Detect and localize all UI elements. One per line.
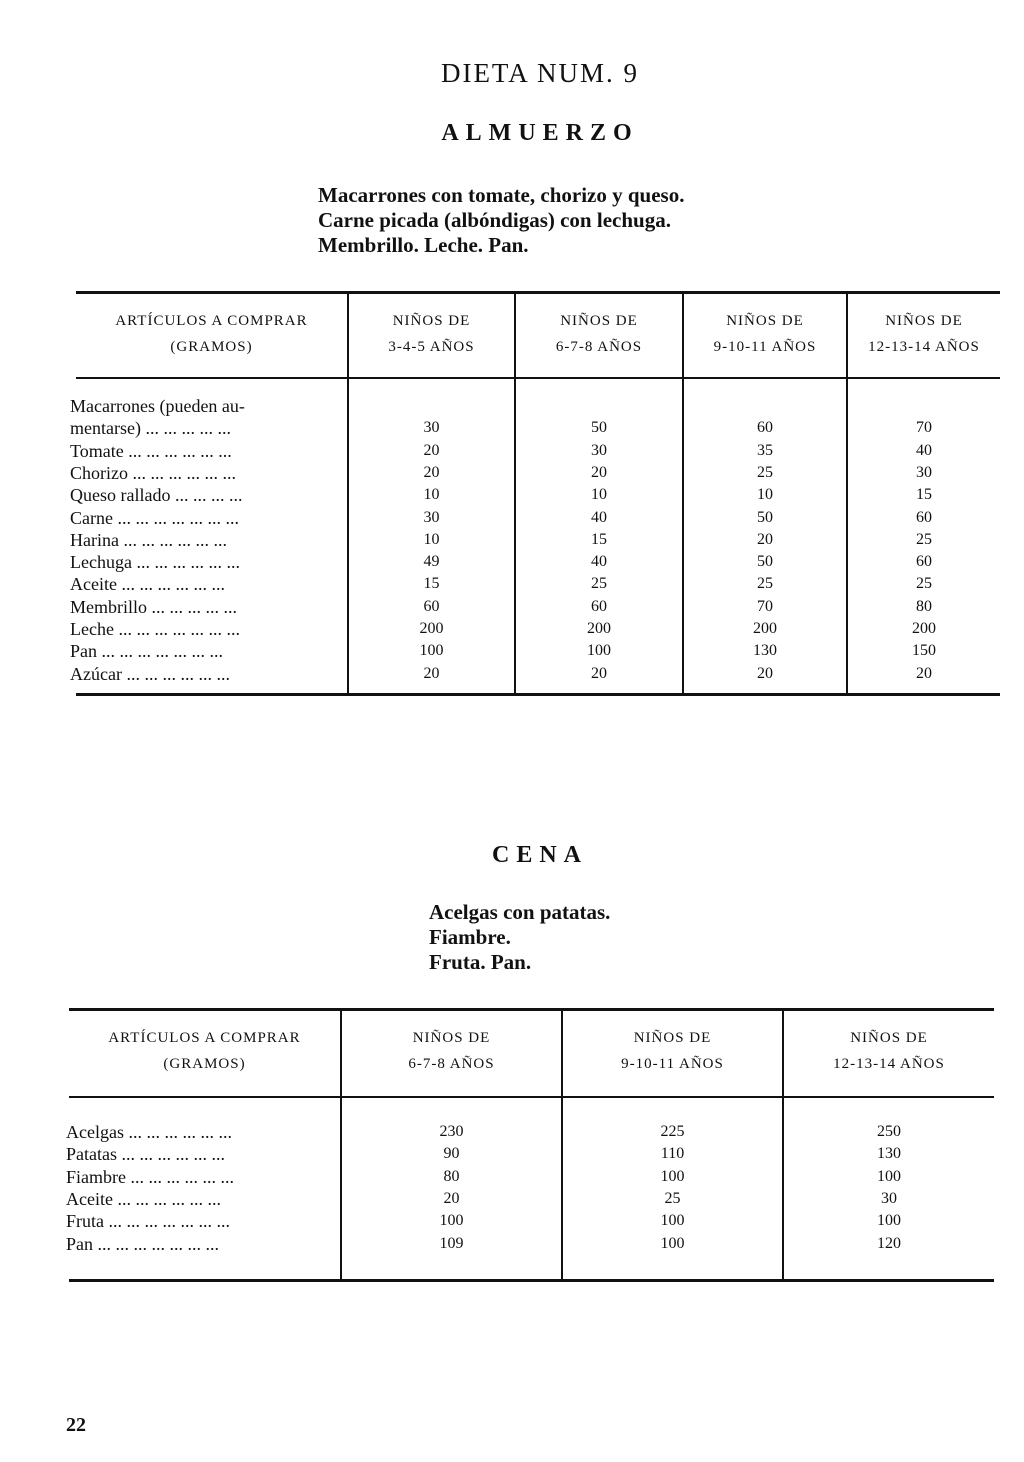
item-name: Carne ... ... ... ... ... ... ...: [70, 507, 239, 528]
header-age-line2: 9-10-11 AÑOS: [713, 339, 817, 355]
quantity-cell: 15: [423, 575, 440, 593]
lunch-menu-line: Carne picada (albóndigas) con lechuga.: [318, 208, 671, 232]
item-name: Tomate ... ... ... ... ... ...: [70, 440, 232, 461]
quantity-cell: 10: [591, 486, 607, 504]
quantity-cell: 25: [757, 463, 773, 481]
item-name: Macarrones (pueden au-: [70, 396, 245, 416]
page-number: 22: [66, 1414, 86, 1436]
item-name: Queso rallado ... ... ... ...: [70, 485, 243, 506]
quantity-cell: 40: [916, 441, 932, 459]
header-articles: [69, 1025, 340, 1077]
dinner-menu: [429, 900, 610, 975]
item-name: mentarse) ... ... ... ... ...: [70, 418, 231, 439]
item-name: Chorizo ... ... ... ... ... ...: [70, 462, 236, 483]
table-rule: [76, 377, 1000, 379]
quantity-cell: 100: [877, 1167, 901, 1185]
quantity-cell: 200: [419, 620, 444, 637]
quantity-cell: 90: [443, 1145, 460, 1163]
lunch-menu-line: Macarrones con tomate, chorizo y queso.: [318, 183, 685, 207]
quantity-cell: 60: [591, 597, 607, 615]
header-age-line1: NIÑOS DE: [560, 313, 638, 329]
header-unit: (GRAMOS): [163, 1056, 246, 1072]
quantity-cell: 130: [753, 642, 777, 660]
dinner-title: CENA: [491, 842, 588, 868]
quantity-cell: 50: [757, 553, 773, 571]
table-rule: [76, 291, 1000, 294]
quantity-cell: 200: [753, 620, 777, 637]
quantity-cell: 100: [877, 1212, 901, 1230]
quantity-cell: 20: [423, 664, 440, 682]
header-unit: (GRAMOS): [170, 339, 253, 355]
quantity-cell: 30: [916, 463, 932, 481]
quantity-cell: 20: [757, 530, 773, 548]
item-name: Aceite ... ... ... ... ... ...: [70, 574, 225, 595]
item-name: Fruta ... ... ... ... ... ... ...: [66, 1211, 230, 1232]
quantity-cell: 30: [423, 419, 440, 437]
table-rule: [69, 1096, 994, 1098]
header-age-line2: 6-7-8 AÑOS: [555, 339, 643, 355]
header-age-group: [342, 1025, 561, 1077]
quantity-cell: 230: [439, 1123, 464, 1140]
item-name: Azúcar ... ... ... ... ... ...: [70, 663, 230, 684]
quantity-cell: 100: [419, 642, 444, 660]
table-rule: [76, 693, 1000, 696]
quantity-cell: 20: [591, 463, 607, 481]
quantity-cell: 20: [757, 664, 773, 682]
quantity-cell: 15: [916, 486, 932, 504]
quantity-cell: 80: [916, 597, 932, 615]
quantity-cell: 15: [591, 530, 607, 548]
header-age-line2: 3-4-5 AÑOS: [388, 339, 475, 355]
header-articles: [76, 308, 347, 360]
quantity-cell: 30: [881, 1189, 897, 1207]
header-age-line1: NIÑOS DE: [850, 1030, 928, 1046]
header-label: ARTÍCULOS A COMPRAR: [115, 313, 308, 329]
diet-title: DIETA NUM. 9: [440, 58, 640, 88]
quantity-cell: 200: [912, 620, 936, 637]
quantity-cell: 25: [916, 530, 932, 548]
lunch-table: [70, 291, 1000, 698]
header-age-line2: 9-10-11 AÑOS: [621, 1056, 724, 1072]
quantity-cell: 20: [443, 1189, 460, 1207]
quantity-cell: 10: [423, 486, 440, 504]
header-age-line1: NIÑOS DE: [726, 313, 804, 329]
header-age-line2: 12-13-14 AÑOS: [868, 339, 980, 355]
quantity-cell: 25: [664, 1189, 681, 1207]
quantity-cell: 20: [423, 463, 440, 481]
quantity-cell: 100: [439, 1212, 464, 1230]
header-age-group: [563, 1025, 782, 1077]
header-age-line2: 6-7-8 AÑOS: [408, 1056, 495, 1072]
quantity-cell: 109: [439, 1234, 464, 1252]
quantity-cell: 150: [912, 642, 936, 660]
quantity-cell: 60: [423, 597, 440, 615]
quantity-cell: 250: [877, 1123, 901, 1140]
quantity-cell: 70: [757, 597, 773, 615]
quantity-cell: 70: [916, 419, 932, 437]
header-age-group: [516, 308, 682, 360]
quantity-cell: 49: [423, 553, 440, 571]
header-age-line2: 12-13-14 AÑOS: [833, 1056, 945, 1072]
quantity-cell: 40: [591, 508, 607, 526]
dinner-menu-line: Fruta. Pan.: [429, 950, 532, 974]
quantity-cell: 100: [660, 1167, 685, 1185]
dinner-table: [66, 1008, 994, 1284]
item-name: Pan ... ... ... ... ... ... ...: [70, 641, 223, 662]
header-age-line1: NIÑOS DE: [885, 313, 963, 329]
quantity-cell: 110: [660, 1145, 685, 1163]
table-rule: [69, 1279, 994, 1282]
quantity-cell: 100: [587, 642, 611, 660]
item-name: Harina ... ... ... ... ... ...: [70, 529, 227, 550]
lunch-title: ALMUERZO: [441, 120, 639, 146]
quantity-cell: 60: [916, 508, 932, 526]
table-rule: [69, 1008, 994, 1011]
quantity-cell: 100: [660, 1212, 685, 1230]
quantity-cell: 40: [591, 553, 607, 571]
quantity-cell: 25: [757, 575, 773, 593]
lunch-menu: [318, 183, 684, 258]
header-age-line1: NIÑOS DE: [412, 1030, 491, 1046]
quantity-cell: 30: [591, 441, 607, 459]
quantity-cell: 50: [757, 508, 773, 526]
item-name: Membrillo ... ... ... ... ...: [70, 596, 237, 617]
dinner-menu-line: Acelgas con patatas.: [429, 900, 611, 924]
quantity-cell: 30: [423, 508, 440, 526]
quantity-cell: 120: [877, 1234, 901, 1252]
header-age-group: [848, 308, 1000, 360]
quantity-cell: 80: [443, 1167, 460, 1185]
quantity-cell: 60: [757, 419, 773, 437]
item-name: Fiambre ... ... ... ... ... ...: [66, 1166, 234, 1187]
quantity-cell: 130: [877, 1145, 901, 1163]
quantity-cell: 20: [591, 664, 607, 682]
header-age-group: [684, 308, 846, 360]
item-name: Leche ... ... ... ... ... ... ...: [70, 619, 240, 639]
quantity-cell: 50: [591, 419, 607, 437]
quantity-cell: 35: [757, 441, 773, 459]
item-name: Aceite ... ... ... ... ... ...: [66, 1188, 221, 1209]
quantity-cell: 10: [757, 486, 773, 504]
quantity-cell: 100: [660, 1234, 685, 1252]
quantity-cell: 60: [916, 553, 932, 571]
quantity-cell: 200: [587, 620, 611, 637]
quantity-cell: 25: [591, 575, 607, 593]
quantity-cell: 25: [916, 575, 932, 593]
dinner-menu-line: Fiambre.: [429, 925, 511, 949]
header-age-group: [349, 308, 514, 360]
header-age-line1: NIÑOS DE: [392, 313, 471, 329]
item-name: Lechuga ... ... ... ... ... ...: [70, 552, 240, 573]
header-label: ARTÍCULOS A COMPRAR: [108, 1030, 301, 1046]
quantity-cell: 225: [660, 1123, 685, 1140]
item-name: Pan ... ... ... ... ... ... ...: [66, 1233, 219, 1254]
quantity-cell: 20: [423, 441, 440, 459]
item-name: Patatas ... ... ... ... ... ...: [66, 1144, 225, 1165]
header-age-line1: NIÑOS DE: [633, 1030, 712, 1046]
item-name: Acelgas ... ... ... ... ... ...: [66, 1122, 232, 1142]
lunch-menu-line: Membrillo. Leche. Pan.: [318, 233, 529, 257]
header-age-group: [784, 1025, 994, 1077]
quantity-cell: 20: [916, 664, 932, 682]
quantity-cell: 10: [423, 530, 440, 548]
